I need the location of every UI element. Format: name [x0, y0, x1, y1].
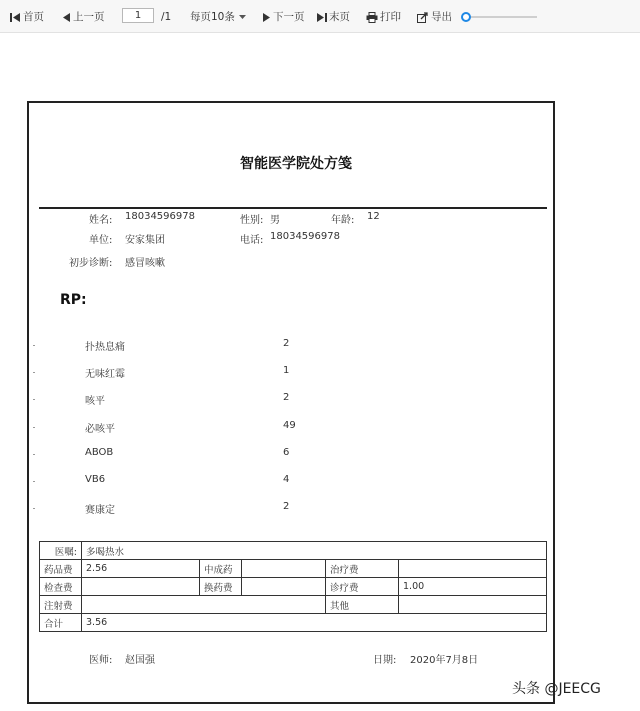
unit-value: 安家集团: [125, 235, 165, 246]
print-button[interactable]: [366, 9, 401, 25]
total-value: 3.56: [82, 614, 547, 632]
fee-value: [399, 596, 547, 614]
rp-label: RP:: [60, 292, 87, 308]
prev-page-icon: [62, 12, 71, 23]
fee-value: 1.00: [399, 578, 547, 596]
last-page-icon: [316, 12, 327, 23]
fee-label: 检查费: [40, 578, 82, 596]
row-marker: [33, 399, 35, 400]
fee-label: 换药费: [200, 578, 242, 596]
watermark: 头条 @JEECG: [512, 681, 601, 697]
print-label: 打印: [380, 11, 401, 23]
row-marker: [33, 508, 35, 509]
name-value: 18034596978: [125, 211, 195, 222]
total-row: [40, 614, 547, 632]
advice-label: 医嘱:: [40, 542, 82, 560]
first-page-label: 首页: [23, 11, 44, 23]
medicine-qty: 49: [283, 420, 296, 431]
next-page-icon: [262, 12, 271, 23]
page-number-input[interactable]: 1: [122, 8, 154, 23]
phone-label: 电话:: [240, 235, 264, 246]
fee-label: 注射费: [40, 596, 82, 614]
report-title: 智能医学院处方笺: [240, 156, 352, 172]
fee-value: [82, 578, 200, 596]
fee-value: [242, 578, 326, 596]
row-marker: [33, 372, 35, 373]
fee-value: [82, 596, 326, 614]
next-page-label: 下一页: [273, 11, 305, 23]
fee-value: [242, 560, 326, 578]
doctor-value: 赵国强: [125, 655, 155, 666]
medicine-name: 无味红霉: [85, 369, 125, 380]
gender-value: 男: [270, 215, 280, 226]
first-page-icon: [10, 12, 21, 23]
medicine-qty: 4: [283, 474, 290, 485]
last-page-button[interactable]: [316, 9, 350, 25]
zoom-slider-handle[interactable]: [461, 12, 471, 22]
medicine-name: 扑热息痛: [85, 342, 125, 353]
fee-row: [40, 560, 547, 578]
medicine-qty: 2: [283, 501, 290, 512]
export-label: 导出: [431, 11, 452, 23]
zoom-slider[interactable]: [461, 12, 537, 22]
fee-label: 中成药: [200, 560, 242, 578]
per-page-select[interactable]: [190, 9, 249, 25]
advice-row: [40, 542, 547, 560]
fee-label: 其他: [326, 596, 399, 614]
date-label: 日期:: [373, 655, 397, 666]
fee-table: [39, 541, 547, 632]
export-button[interactable]: [417, 9, 452, 25]
medicine-qty: 2: [283, 392, 290, 403]
prev-page-button[interactable]: [62, 9, 105, 25]
fee-label: 药品费: [40, 560, 82, 578]
row-marker: [33, 481, 35, 482]
fee-row: [40, 596, 547, 614]
advice-value: 多喝热水: [82, 542, 547, 560]
prev-page-label: 上一页: [73, 11, 105, 23]
date-value: 2020年7月8日: [410, 655, 479, 666]
row-marker: [33, 454, 35, 455]
doctor-label: 医师:: [89, 655, 113, 666]
diagnosis-value: 感冒咳嗽: [125, 258, 165, 269]
fee-label: 诊疗费: [326, 578, 399, 596]
age-label: 年龄:: [331, 215, 355, 226]
medicine-qty: 1: [283, 365, 290, 376]
total-label: 合计: [40, 614, 82, 632]
page-total: /1: [161, 11, 172, 23]
medicine-name: 必咳平: [85, 424, 115, 435]
zoom-slider-track: [465, 16, 537, 18]
medicine-name: 咳平: [85, 396, 105, 407]
medicine-name: 赛康定: [85, 505, 115, 516]
fee-value: 2.56: [82, 560, 200, 578]
per-page-label: 每页10条: [190, 11, 235, 23]
medicine-name: ABOB: [85, 447, 114, 458]
medicine-qty: 6: [283, 447, 290, 458]
fee-value: [399, 560, 547, 578]
first-page-button[interactable]: [10, 9, 44, 25]
fee-row: [40, 578, 547, 596]
unit-label: 单位:: [89, 235, 113, 246]
row-marker: [33, 345, 35, 346]
chevron-down-icon: [238, 13, 247, 21]
phone-value: 18034596978: [270, 231, 340, 242]
printer-icon: [366, 12, 378, 23]
medicine-qty: 2: [283, 338, 290, 349]
diagnosis-label: 初步诊断:: [69, 258, 113, 269]
last-page-label: 末页: [329, 11, 350, 23]
medicine-name: VB6: [85, 474, 106, 485]
export-icon: [417, 12, 429, 23]
age-value: 12: [367, 211, 380, 222]
report-toolbar: [0, 0, 640, 33]
fee-label: 治疗费: [326, 560, 399, 578]
row-marker: [33, 427, 35, 428]
gender-label: 性别:: [240, 215, 264, 226]
next-page-button[interactable]: [262, 9, 305, 25]
name-label: 姓名:: [89, 215, 113, 226]
prescription-sheet: [27, 101, 555, 704]
title-divider: [39, 207, 547, 209]
